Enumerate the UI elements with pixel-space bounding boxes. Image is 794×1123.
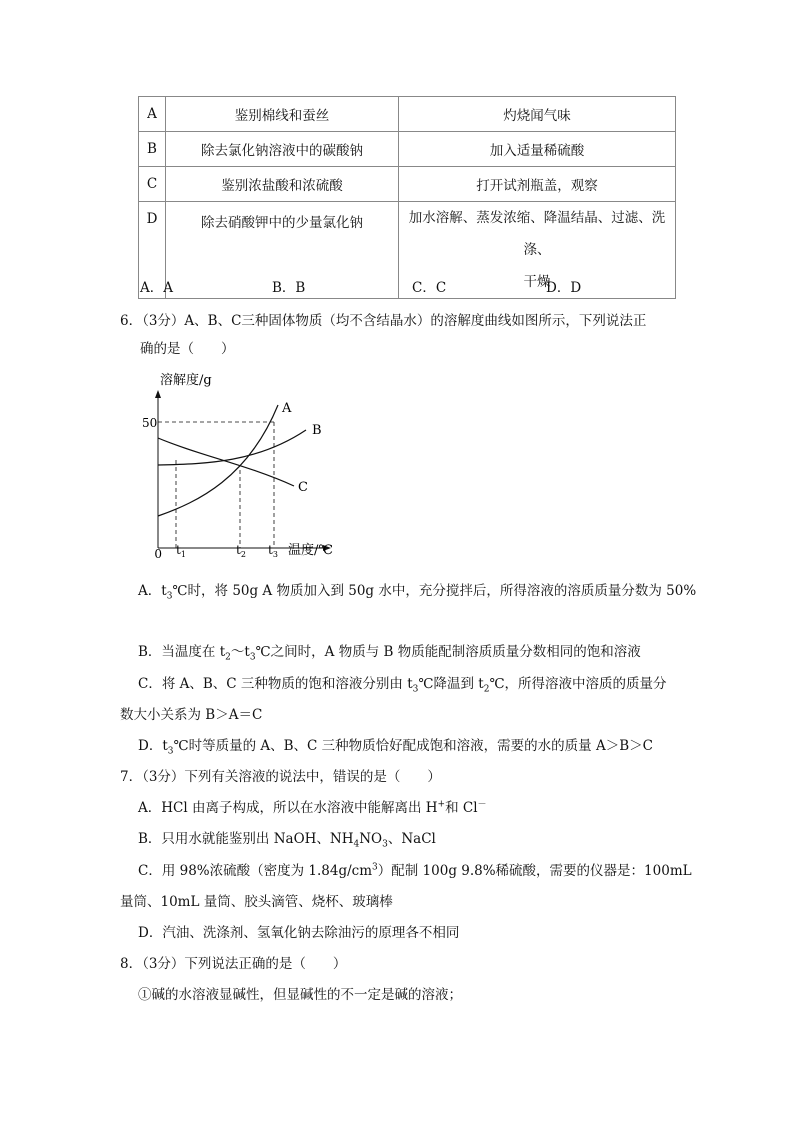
row-key: B (139, 132, 166, 167)
y-axis-arrow (155, 390, 161, 398)
q8-item-1: ①碱的水溶液显碱性，但显碱性的不一定是碱的溶液； (138, 987, 462, 1003)
label-a: A (282, 401, 292, 416)
label-c: C (298, 480, 308, 495)
table-row (139, 97, 676, 132)
options-table (138, 96, 676, 299)
method-line-1: 加水溶解、蒸发浓缩、降温结晶、过滤、洗涤、 (408, 210, 666, 258)
curve-b (158, 430, 306, 465)
x-axis-label: 温度/℃ (288, 543, 333, 558)
solubility-graph (142, 370, 348, 562)
choice-d: D．D (546, 280, 582, 296)
row-item: 鉴别棉线和蚕丝 (166, 97, 399, 132)
q7-option-a: A．HCl 由离子构成，所以在水溶液中能解离出 H+和 Cl－ (138, 799, 487, 816)
label-b: B (312, 423, 322, 438)
y-axis-label: 溶解度/g (160, 373, 212, 388)
tick-t2: $t_2$ (236, 543, 246, 559)
q6-option-c-line2: 数大小关系为 B＞A＝C (120, 707, 263, 723)
q7-option-c-line2: 量筒、10mL 量筒、胶头滴管、烧杯、玻璃棒 (120, 894, 393, 910)
row-method: 灼烧闻气味 (399, 97, 676, 132)
q7-option-c: C．用 98%浓硫酸（密度为 $1.84g/cm^3$）配制 100g 9.8%稀硫酸，需要的仪器是：100mL (138, 862, 692, 879)
row-method: 打开试剂瓶盖，观察 (399, 167, 676, 202)
tick-t3: $t_3$ (268, 543, 278, 559)
q7-option-d: D．汽油、洗涤剂、氢氧化钠去除油污的原理各不相同 (138, 925, 460, 941)
row-key: D (139, 202, 166, 299)
table-row (139, 202, 676, 299)
table-row (139, 132, 676, 167)
tick-t1: $t_1$ (176, 543, 186, 559)
choice-a: A．A (140, 280, 173, 296)
q7-stem: 7．（3分）下列有关溶液的说法中，错误的是（ ） (120, 769, 441, 785)
row-method: 加入适量稀硫酸 (399, 132, 676, 167)
q6-option-c: C．将 A、B、C 三种物质的饱和溶液分别由 $t_3℃$降温到 $t_2℃$，所得溶液中溶质的质量分 (138, 676, 667, 695)
y-tick-50: 50 (142, 416, 158, 430)
q6-stem-line2: 确的是（ ） (140, 341, 235, 357)
q6-stem-line1: 6．（3分）A、B、C三种固体物质（均不含结晶水）的溶解度曲线如图所示，下列说法正 (120, 313, 647, 329)
row-key: C (139, 167, 166, 202)
q6-option-b: B．当温度在 $t_2\sim t_3℃$之间时，A 物质与 B 物质能配制溶质质量分数相同的饱和溶液 (138, 644, 641, 663)
choice-c: C．C (412, 280, 447, 296)
q6-option-a: A．$t_3℃$时，将 50g A 物质加入到 50g 水中，充分搅拌后，所得溶液的溶质质量分数为 50% (138, 583, 697, 602)
row-key: A (139, 97, 166, 132)
row-item: 鉴别浓盐酸和浓硫酸 (166, 167, 399, 202)
q7-option-b: B．只用水就能鉴别出 NaOH、$NH_4NO_3$、NaCl (138, 831, 436, 850)
row-item: 除去氯化钠溶液中的碳酸钠 (166, 132, 399, 167)
choice-b: B．B (272, 280, 306, 296)
row-item: 除去硝酸钾中的少量氯化钠 (166, 202, 399, 299)
q6-option-d: D．$t_3℃$时等质量的 A、B、C 三种物质恰好配成饱和溶液，需要的水的质量 A＞B＞C (138, 738, 653, 757)
q8-stem: 8．（3分）下列说法正确的是（ ） (120, 956, 347, 972)
origin-label: 0 (154, 546, 162, 561)
method-line-2: 干燥 (523, 274, 551, 290)
table-row (139, 167, 676, 202)
